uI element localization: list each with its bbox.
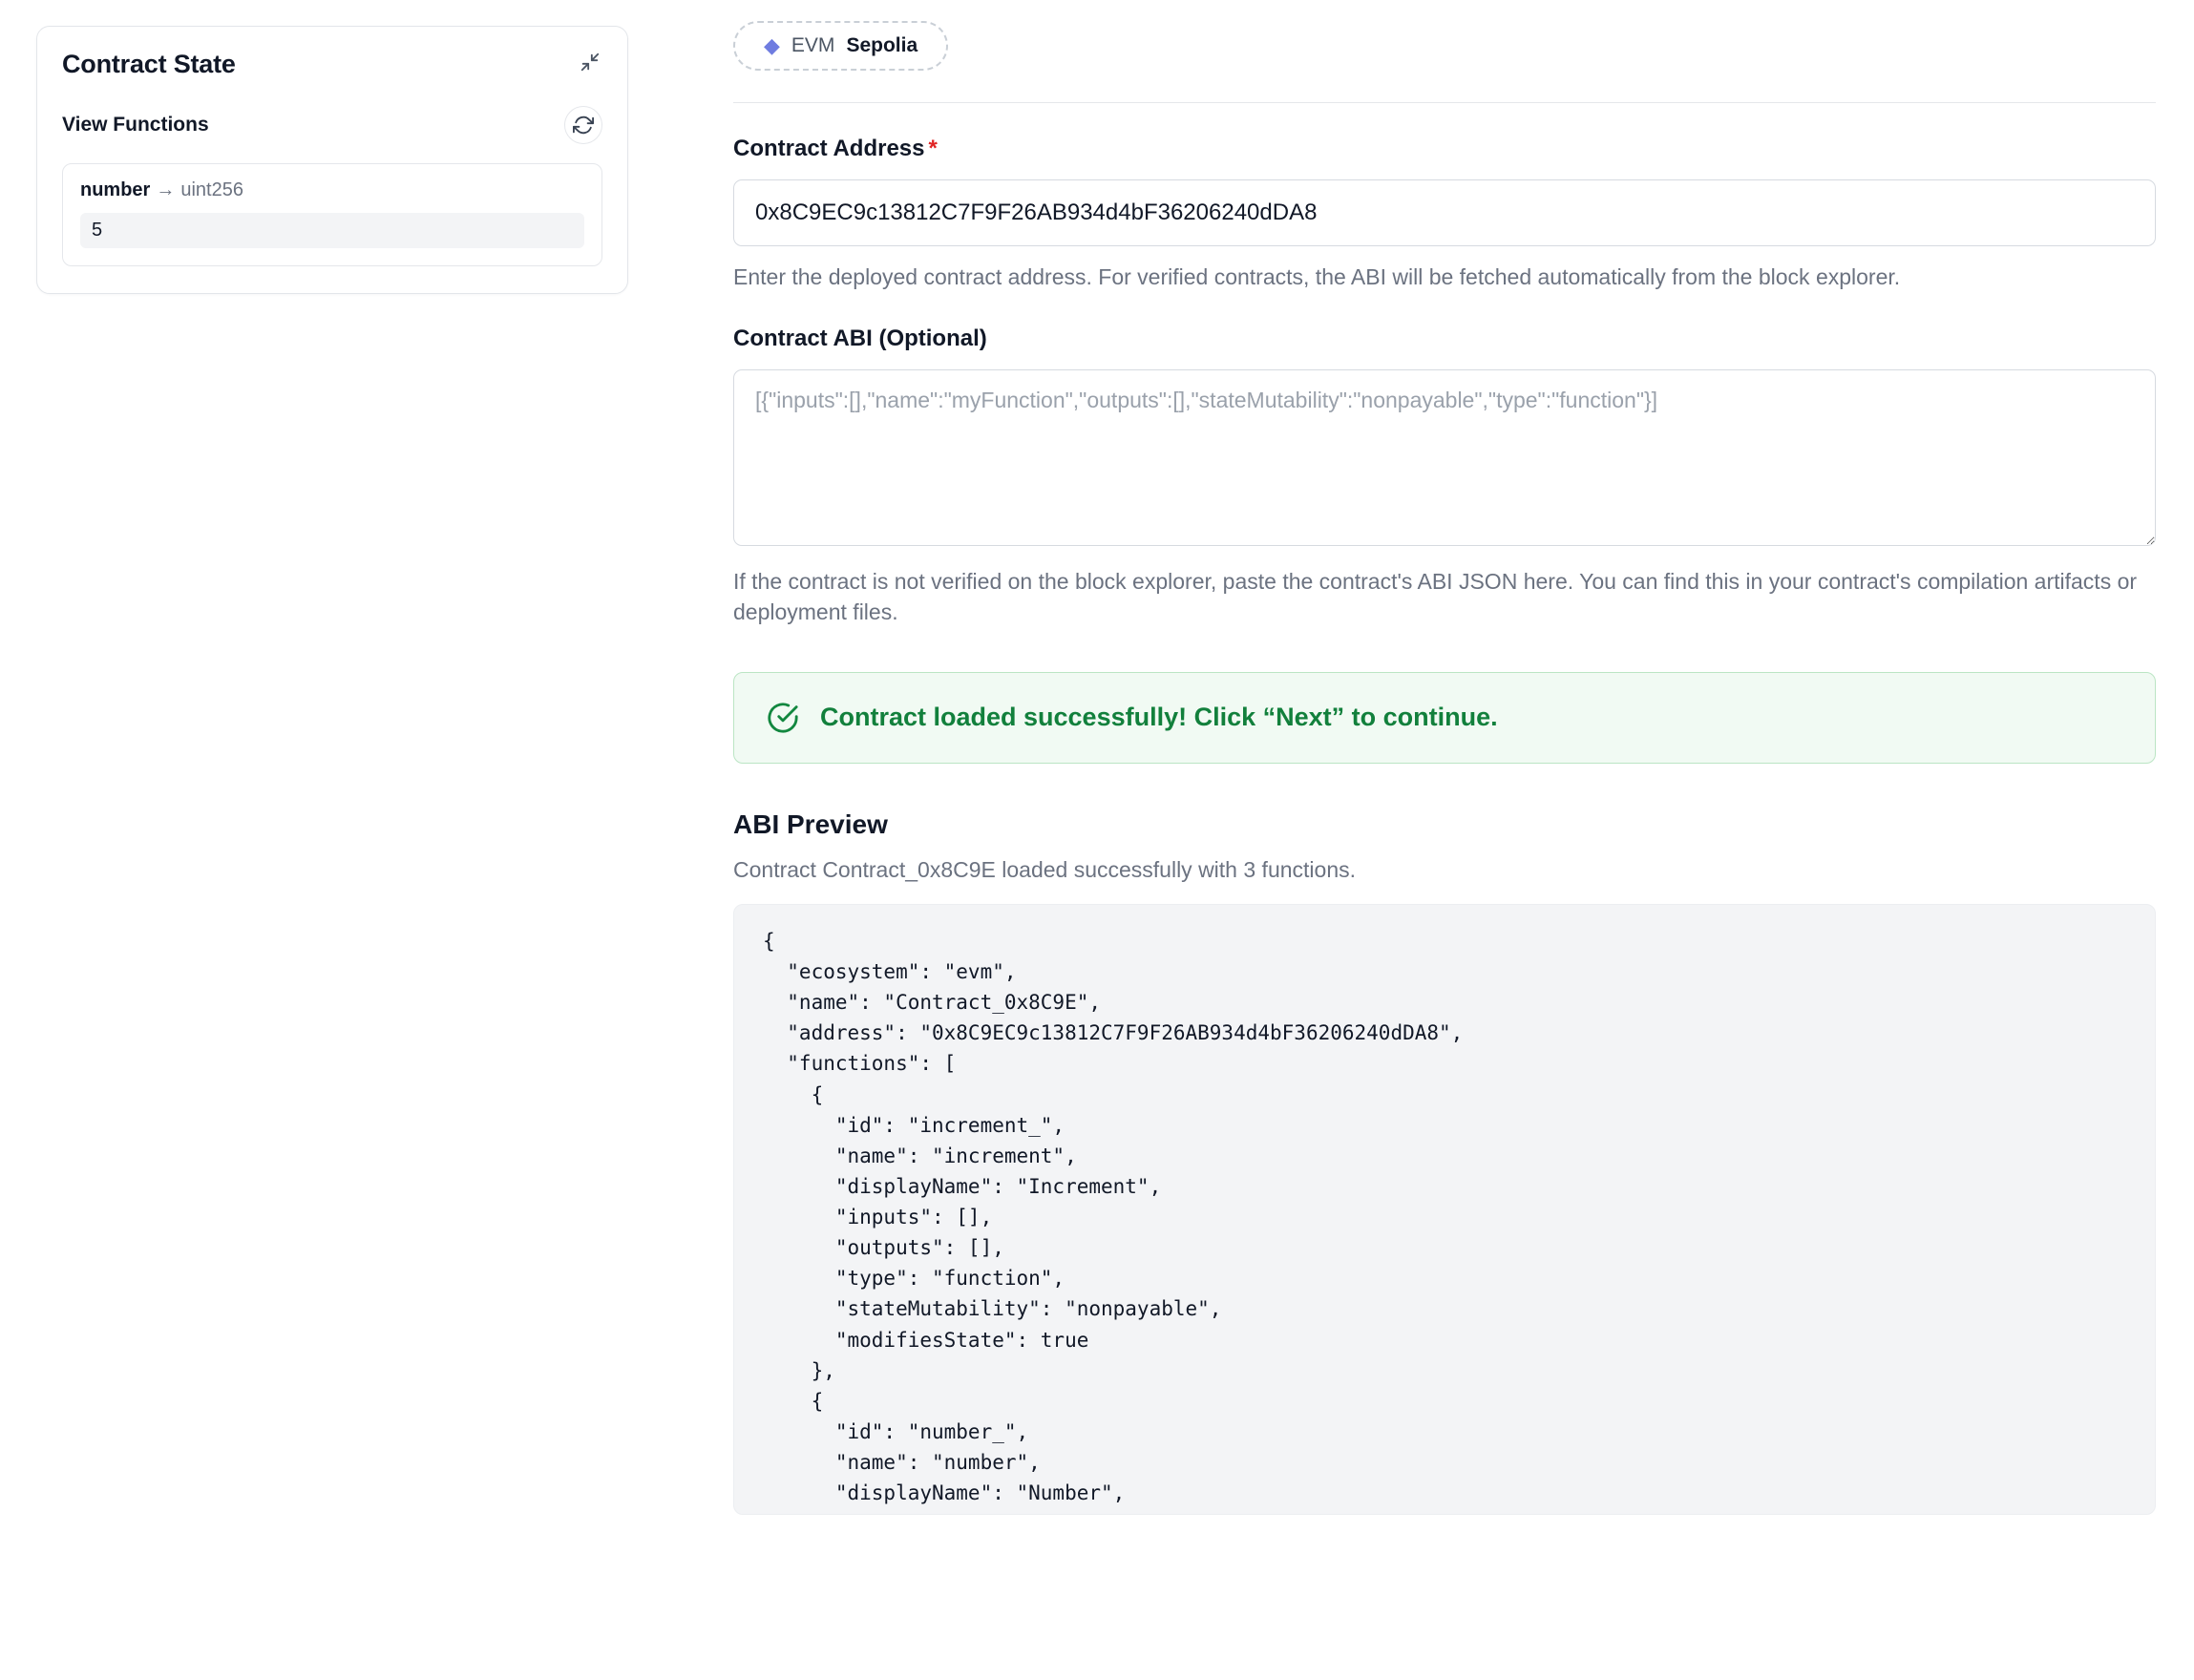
view-functions-label: View Functions [62, 114, 209, 136]
function-signature [80, 179, 584, 201]
chain-badge[interactable] [733, 21, 948, 71]
contract-address-helper: Enter the deployed contract address. For verified contracts, the ABI will be fetched automatically from the block explorer. [733, 264, 1901, 289]
required-marker: * [928, 136, 938, 161]
contract-state-header [62, 50, 602, 79]
contract-address-label [733, 136, 2156, 162]
contract-state-card [36, 26, 628, 294]
status-banner [733, 672, 2156, 764]
contract-abi-label: Contract ABI (Optional) [733, 325, 987, 351]
status-banner-text: Contract loaded successfully! Click “Next” to continue. [820, 703, 1498, 732]
view-functions-row [62, 106, 602, 144]
contract-address-input[interactable] [733, 179, 2156, 246]
function-value: 5 [80, 213, 584, 248]
contract-state-column [36, 21, 647, 1680]
check-circle-icon [767, 702, 799, 734]
function-return-type: uint256 [180, 179, 243, 200]
contract-form-column [647, 21, 2165, 1680]
function-name: number [80, 179, 151, 200]
header-divider [733, 102, 2156, 103]
contract-abi-textarea[interactable] [733, 369, 2156, 546]
collapse-arrows-icon[interactable] [578, 50, 602, 74]
abi-preview-summary: Contract Contract_0x8C9E loaded successfully with 3 functions. [733, 856, 1356, 882]
refresh-icon[interactable] [564, 106, 602, 144]
abi-preview-json: { "ecosystem": "evm", "name": "Contract_0x8C9E", "address": "0x8C9EC9c13812C7F9F26AB934d4bF36206240dDA8", "functions": [ { "id": "increment_", "name": "increment", "displayName": "Increment", "inputs": [], "outputs": [], "type": "function", "stateMutability": "nonpayable", "modifiesState": true }, { "id": "number_", "name": "number", "displayName": "Number", [733, 904, 2156, 1515]
arrow-icon: → [156, 179, 176, 200]
chain-network-label: Sepolia [846, 34, 918, 56]
view-function-item[interactable] [62, 163, 602, 266]
chain-ecosystem-label: EVM [791, 34, 835, 56]
page-title: Contract State [62, 50, 236, 78]
abi-preview-title: ABI Preview [733, 808, 888, 839]
contract-abi-helper: If the contract is not verified on the block explorer, paste the contract's ABI JSON here. You can find this in your contract's compilation artifacts or deployment files. [733, 568, 2138, 625]
ethereum-icon: ◆ [764, 33, 780, 57]
contract-address-label-text: Contract Address [733, 136, 925, 161]
